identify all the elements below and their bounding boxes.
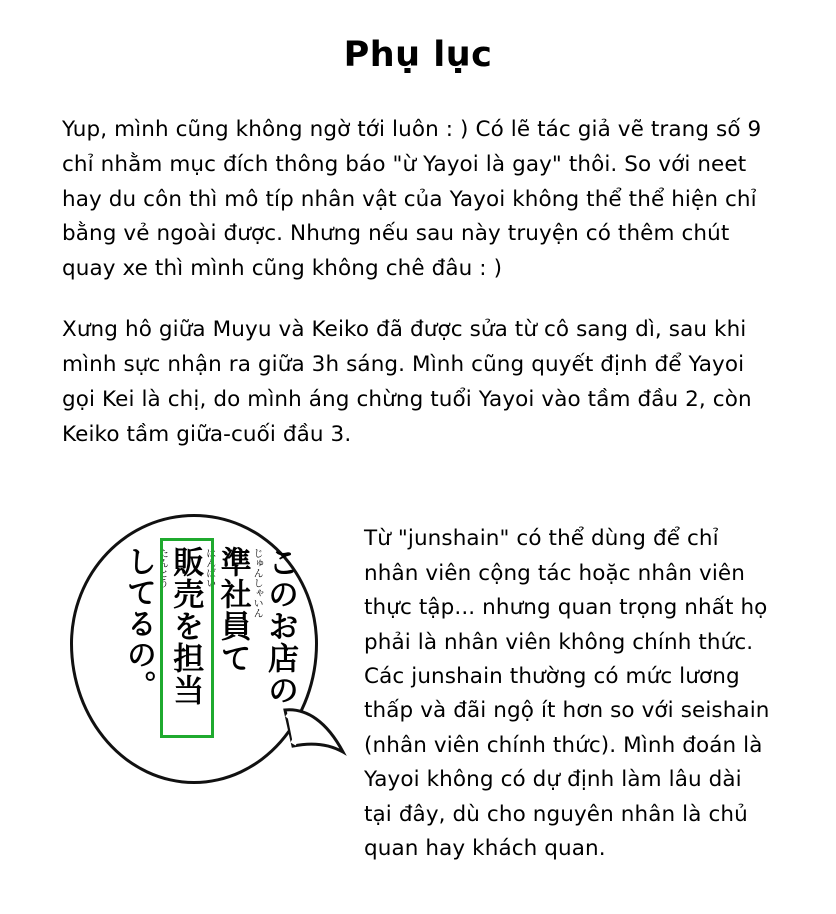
paragraph-1: Yup, mình cũng không ngờ tới luôn : ) Có lẽ tác giả vẽ trang số 9 chỉ nhằm mục đích thông báo "ừ Yayoi là gay" thôi. So với neet hay du côn thì mô típ nhân vật của Yayoi không thể thể hiện chỉ bằng vẻ ngoài được. Nhưng nếu sau này truyện có thêm chút quay xe thì mình cũng không chê đâu : )	[62, 117, 762, 282]
bubble-line-2: 準社員て	[214, 546, 251, 675]
side-note-column	[364, 504, 774, 866]
ruby-annotation-3: たんとう	[156, 548, 168, 589]
speech-bubble-wrapper	[70, 514, 360, 834]
page-title: Phụ lục	[343, 35, 493, 75]
bubble-line-4: してるの。	[120, 546, 156, 702]
ruby-annotation-1: じゅんしゃいん	[251, 548, 263, 619]
manga-panel	[62, 504, 364, 874]
paragraph-2: Xưng hô giữa Muyu và Keiko đã được sửa từ cô sang dì, sau khi mình sực nhận ra giữa 3h sáng. Mình cũng quyết định để Yayoi gọi Kei là chị, do mình áng chừng tuổi Yayoi vào tầm đầu 2, còn Keiko tầm giữa-cuối đầu 3.	[62, 317, 752, 447]
document-page	[0, 34, 836, 914]
bubble-text	[96, 546, 296, 758]
side-note-paragraph: Từ "junshain" có thể dùng để chỉ nhân viên cộng tác hoặc nhân viên thực tập... nhưng quan trọng nhất họ phải là nhân viên không chính thức. Các junshain thường có mức lương thấp và đãi ngộ ít hơn so với seishain (nhân viên chính thức). Mình đoán là Yayoi không có dự định làm lâu dài tại đây, dù cho nguyên nhân là chủ quan hay khách quan.	[364, 526, 770, 861]
lower-section	[62, 504, 774, 874]
bubble-line-1: このお店の	[262, 546, 298, 707]
ruby-annotation-2: はんばい	[203, 548, 215, 589]
bubble-line-3: 販売を担当	[167, 546, 204, 707]
